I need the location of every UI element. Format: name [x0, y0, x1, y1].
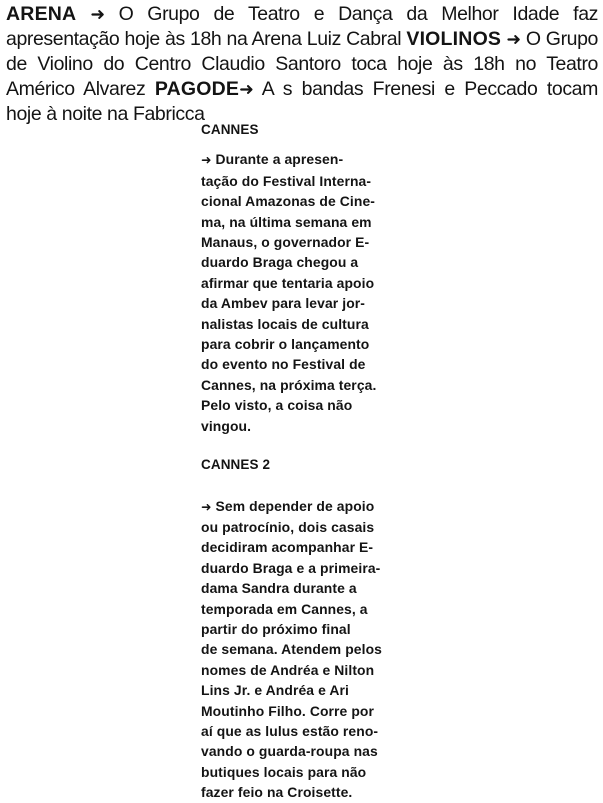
pagode-text: A s bandas Frenesi e Peccado tocam hoje à noite na Fabricca: [6, 78, 598, 125]
article-line: dama Sandra durante a: [201, 580, 357, 597]
section-heading-cannes: CANNES: [201, 122, 259, 137]
pagode-keyword: PAGODE: [154, 78, 240, 100]
arrow-right-icon: ➜: [506, 29, 521, 49]
article-line: do evento no Festival de: [201, 356, 366, 373]
article-line: ➜ Durante a apresen-: [201, 151, 344, 168]
article-line: vando o guarda-roupa nas: [201, 743, 378, 760]
article-line: de semana. Atendem pelos: [201, 641, 382, 658]
article-line: partir do próximo final: [201, 620, 351, 637]
article-line: duardo Braga chegou a: [201, 254, 359, 271]
article-line: nalistas locais de cultura: [201, 315, 369, 332]
article-line: cional Amazonas de Cine-: [201, 193, 376, 210]
article-line: ➜ Sem depender de apoio: [201, 497, 375, 514]
arrow-right-icon: ➜: [201, 499, 212, 514]
article-line: ma, na última semana em: [201, 213, 372, 230]
article-line: duardo Braga e a primeira-: [201, 559, 381, 576]
article-line: Cannes, na próxima terça.: [201, 376, 377, 393]
arrow-right-icon: ➜: [239, 79, 254, 99]
article-line: Lins Jr. e Andréa e Ari: [201, 682, 349, 699]
article-cannes: [201, 149, 401, 436]
arena-text: O Grupo de Teatro e Dança da Melhor Idade faz apresentação hoje às 18h na Arena Luiz Cabral: [6, 3, 598, 50]
article-line: Moutinho Filho. Corre por: [201, 702, 375, 719]
arrow-right-icon: ➜: [90, 4, 105, 24]
article-line: afirmar que tentaria apoio: [201, 274, 375, 291]
article-line: aí que as lulus estão reno-: [201, 722, 379, 739]
arrow-right-icon: ➜: [201, 153, 212, 168]
article-line: nomes de Andréa e Nilton: [201, 661, 375, 678]
top-listings-strip: [6, 2, 598, 127]
article-line: da Ambev para levar jor-: [201, 295, 366, 312]
article-line: vingou.: [201, 417, 252, 434]
violinos-text: O Grupo de Violino do Centro Claudio Santoro toca hoje às 18h no Teatro Américo Alvarez: [6, 28, 598, 100]
article-line: ou patrocínio, dois casais: [201, 518, 375, 535]
violinos-keyword: VIOLINOS: [406, 28, 502, 50]
section-heading-cannes-2: CANNES 2: [201, 457, 271, 473]
article-line: tação do Festival Interna-: [201, 172, 372, 189]
article-line: Pelo visto, a coisa não: [201, 397, 353, 414]
article-line: Manaus, o governador E-: [201, 234, 370, 251]
article-line: temporada em Cannes, a: [201, 600, 368, 617]
article-line: decidiram acompanhar E-: [201, 539, 374, 556]
news-column: [201, 120, 401, 803]
article-cannes-2: [201, 496, 401, 803]
article-line: fazer feio na Croisette.: [201, 784, 353, 801]
article-line: butiques locais para não: [201, 763, 367, 780]
article-line: para cobrir o lançamento: [201, 336, 370, 353]
arena-keyword: ARENA: [6, 3, 77, 25]
